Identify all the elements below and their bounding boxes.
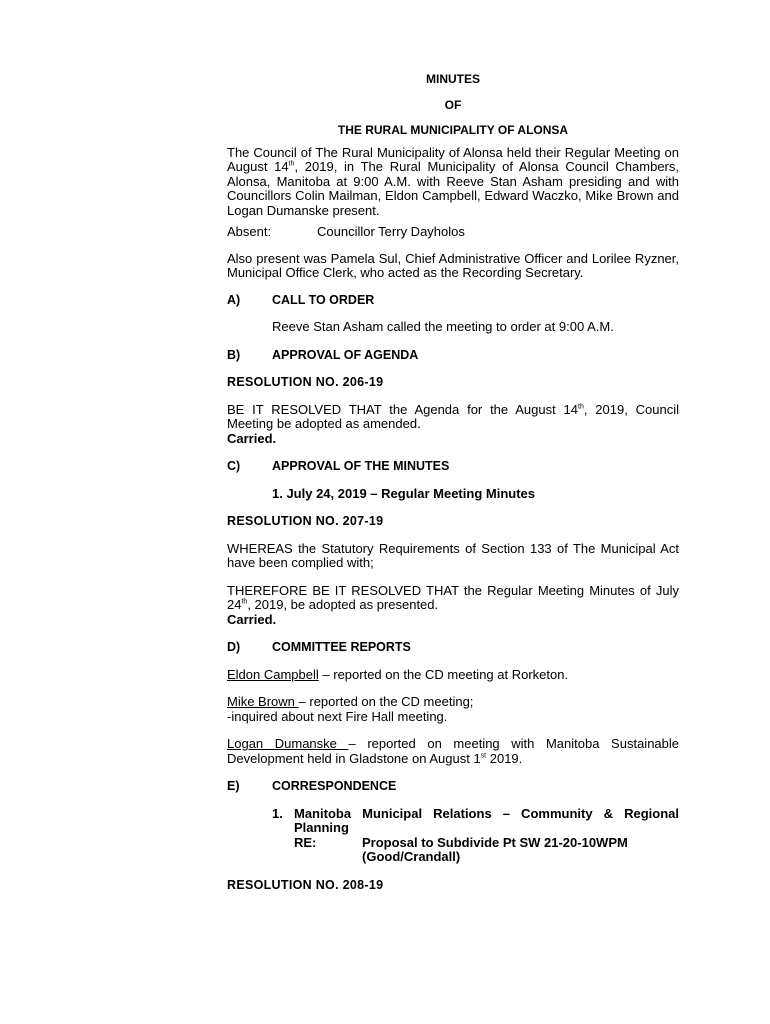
section-c-sup: th	[241, 598, 248, 606]
also-present-paragraph: Also present was Pamela Sul, Chief Administrative Officer and Lorilee Ryzner, Municipal Office Clerk, who acted as the Recording Secretary.	[227, 250, 679, 280]
section-c-heading	[227, 459, 679, 474]
report-2-name: Mike Brown	[227, 694, 299, 709]
section-b-text-b: , 2019, Council Meeting be adopted as amended.	[227, 401, 679, 431]
section-d-heading	[227, 640, 679, 655]
correspondence-item-title: Manitoba Municipal Relations – Community & Regional Planning	[294, 805, 679, 835]
report-eldon-campbell	[227, 668, 679, 683]
section-e-heading	[227, 779, 679, 794]
title-of: OF	[444, 97, 462, 112]
re-label: RE:	[294, 834, 317, 850]
absent-value: Councillor Terry Dayholos	[317, 224, 465, 239]
report-1-name: Eldon Campbell	[227, 666, 319, 682]
section-b-carried: Carried.	[227, 430, 277, 446]
section-b-sup: th	[578, 403, 584, 411]
section-a-title: CALL TO ORDER	[272, 292, 375, 307]
report-3-text-a: – reported on meeting with Manitoba Sustainable Development held in Gladstone on August 1	[227, 736, 679, 766]
report-logan-dumanske	[227, 737, 679, 766]
section-d-title: COMMITTEE REPORTS	[272, 640, 411, 654]
section-c-whereas: WHEREAS the Statutory Requirements of Section 133 of The Municipal Act have been complied with;	[227, 540, 679, 570]
section-c-item: 1. July 24, 2019 – Regular Meeting Minutes	[272, 485, 535, 501]
absent-line	[227, 225, 679, 240]
section-a-text: Reeve Stan Asham called the meeting to order at 9:00 A.M.	[272, 319, 614, 334]
section-a-heading	[227, 293, 679, 308]
report-1-text: – reported on the CD meeting at Rorketon.	[318, 666, 569, 682]
section-c-therefore-b: , 2019, be adopted as presented.	[247, 597, 439, 612]
section-c-carried: Carried.	[227, 611, 277, 627]
section-c-title: APPROVAL OF THE MINUTES	[272, 459, 450, 473]
section-b-letter: B)	[227, 347, 241, 362]
intro-sup: th	[288, 160, 295, 168]
report-mike-brown	[227, 695, 679, 710]
resolution-208-19: RESOLUTION NO. 208-19	[227, 877, 384, 892]
report-3-text-b: 2019.	[486, 750, 523, 766]
absent-label: Absent:	[227, 224, 272, 239]
correspondence-item-number: 1.	[272, 805, 283, 821]
section-b-heading	[227, 348, 679, 363]
title-minutes: MINUTES	[426, 72, 480, 86]
section-d-letter: D)	[227, 640, 241, 654]
section-b-text-a: BE IT RESOLVED THAT the Agenda for the August 14	[227, 401, 578, 417]
section-b-title: APPROVAL OF AGENDA	[272, 347, 419, 362]
minutes-content	[227, 72, 679, 892]
section-c-letter: C)	[227, 459, 241, 473]
resolution-207-19: RESOLUTION NO. 207-19	[227, 514, 384, 528]
section-e-letter: E)	[227, 779, 240, 793]
report-3-name: Logan Dumanske	[227, 736, 349, 751]
intro-text-b: , 2019, in The Rural Municipality of Alonsa Council Chambers, Alonsa, Manitoba at 9:00 A.M. with Reeve Stan Asham presiding and with Councillors Colin Mailman, Eldon Campbell, Edward Waczko, Mike Brown and Logan Dumanske present.	[227, 159, 679, 218]
report-3-sup: st	[480, 752, 487, 760]
section-a-letter: A)	[227, 292, 241, 307]
intro-text-a: The Council of The Rural Municipality of Alonsa held their Regular Meeting on August 14	[227, 144, 679, 174]
section-c-therefore-a: THEREFORE BE IT RESOLVED THAT the Regular Meeting Minutes of July 24	[227, 582, 679, 612]
report-2-line2: -inquired about next Fire Hall meeting.	[227, 708, 448, 724]
correspondence-item-1	[227, 807, 679, 865]
section-b-resolution-text	[227, 403, 679, 432]
resolution-206-19: RESOLUTION NO. 206-19	[227, 375, 384, 389]
correspondence-re-line	[294, 836, 679, 865]
section-e-title: CORRESPONDENCE	[272, 779, 397, 793]
report-2-text: – reported on the CD meeting;	[298, 694, 474, 709]
title-municipality: THE RURAL MUNICIPALITY OF ALONSA	[337, 123, 569, 137]
re-text: Proposal to Subdivide Pt SW 21-20-10WPM (Good/Crandall)	[362, 834, 628, 864]
section-c-therefore	[227, 584, 679, 613]
intro-paragraph	[227, 146, 679, 219]
